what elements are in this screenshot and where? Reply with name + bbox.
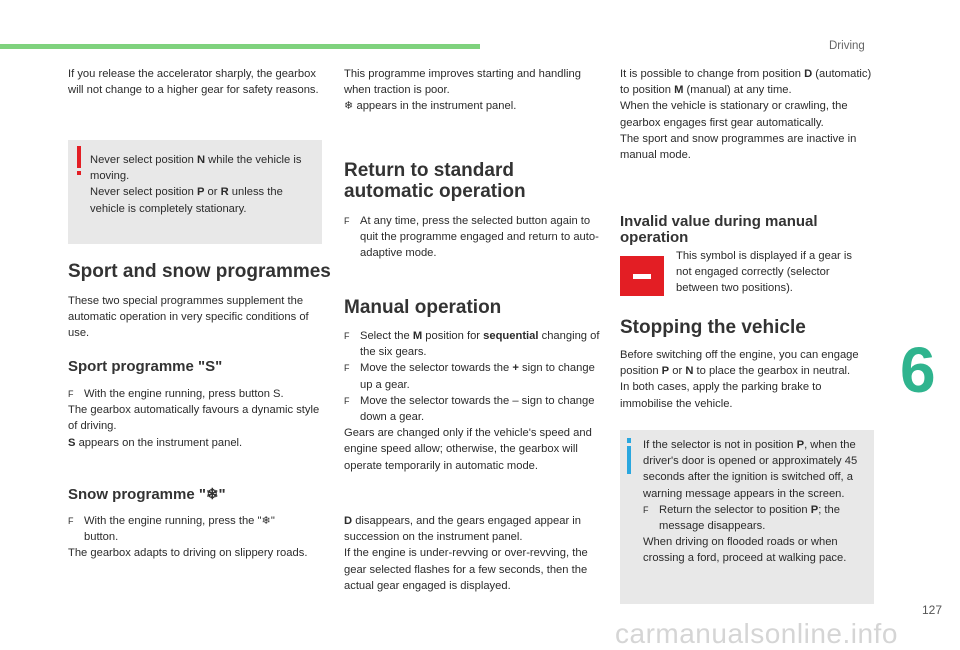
return-heading: Return to standard automatic operation xyxy=(344,160,526,202)
bullet-icon: F xyxy=(344,331,350,341)
bullet-icon: F xyxy=(68,516,74,526)
watermark: carmanualsonline.info xyxy=(615,618,898,649)
warning-exclamation-icon xyxy=(76,146,82,176)
gear-invalid-warning-icon xyxy=(620,256,664,296)
intro-paragraph: If you release the accelerator sharply, the gearbox will not change to a higher gear for safety reasons. xyxy=(68,68,319,97)
info-icon xyxy=(624,438,634,474)
invalid-value-heading: Invalid value during manual operation xyxy=(620,213,818,246)
bullet-icon: F xyxy=(344,395,350,406)
chapter-tab-number: 6 xyxy=(900,334,936,406)
bullet-icon: F xyxy=(344,363,350,374)
manual-intro-text: It is possible to change from position D (automatic) to position M (manual) at any time. When the vehicle is stationary or crawling, the gearbox engages first gear automatically. The sport and snow programmes are inactive in manual mode. xyxy=(620,68,872,162)
manual-operation-text: F Select the M position for sequential changing of the six gears. F Move the selector towards the + sign to change up a gear. F Move the selector towards the – sign to change down a gear. Gears are changed only if the vehicle's speed and engine speed allow; otherwise, the gearbox will operate temporarily in automatic mode. xyxy=(344,330,600,472)
section-title: Driving xyxy=(829,40,865,52)
snow-continued-text: This programme improves starting and handling when traction is poor. ❄ appears in the instrument panel. xyxy=(344,68,581,113)
stopping-heading: Stopping the vehicle xyxy=(620,317,806,338)
bullet-icon: F xyxy=(643,504,649,515)
info-text: If the selector is not in position P, when the driver's door is opened or approximately 45 seconds after the ignition is switched off, a warning message appears in the screen. F Return the selector to position P; the message disappears. When driving on flooded roads or when crossing a ford, proceed at walking pace. xyxy=(643,439,858,565)
stopping-text: Before switching off the engine, you can engage position P or N to place the gearbox in neutral. In both cases, apply the parking brake to immobilise the vehicle. xyxy=(620,349,859,410)
manual-operation-text-2: D disappears, and the gears engaged appear in succession on the instrument panel. If the engine is under-revving or over-revving, the gear selected flashes for a few seconds, then the actual gear engaged is displayed. xyxy=(344,515,588,592)
snow-programme-heading: Snow programme "❄" xyxy=(68,486,226,503)
sport-programme-heading: Sport programme "S" xyxy=(68,358,223,375)
return-text: F At any time, press the selected button again to quit the programme engaged and return to auto-adaptive mode. xyxy=(344,213,600,262)
invalid-value-text: This symbol is displayed if a gear is not engaged correctly (selector between two positions). xyxy=(676,250,852,295)
warning-text: Never select position N while the vehicle is moving. Never select position P or R unless the vehicle is completely stationary. xyxy=(90,154,302,215)
bullet-icon: F xyxy=(344,216,350,226)
sport-snow-heading: Sport and snow programmes xyxy=(68,261,331,282)
sport-snow-text: These two special programmes supplement the automatic operation in very specific conditions of use. xyxy=(68,295,309,340)
bullet-icon: F xyxy=(68,389,74,399)
page-number: 127 xyxy=(922,603,943,617)
sport-programme-text: F With the engine running, press button S. The gearbox automatically favours a dynamic style of driving. S appears on the instrument panel. xyxy=(68,388,320,449)
manual-operation-heading: Manual operation xyxy=(344,297,502,318)
top-accent-bar xyxy=(0,44,480,49)
snow-programme-text: F With the engine running, press the "❄" button. The gearbox adapts to driving on slippery roads. xyxy=(68,515,308,560)
